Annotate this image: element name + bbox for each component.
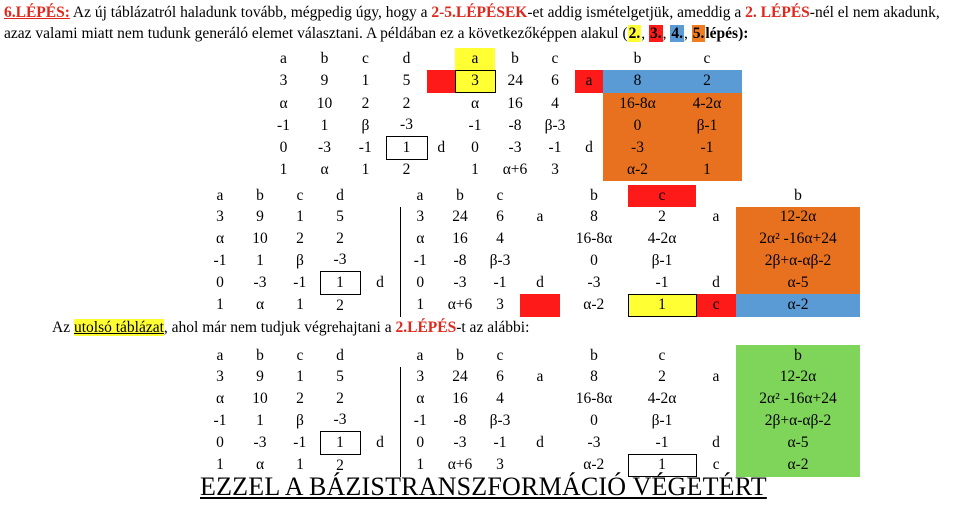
table-cell — [427, 48, 455, 70]
table-cell — [360, 185, 400, 207]
table-cell: 12-2α — [736, 367, 860, 389]
table-cell: a — [536, 208, 544, 226]
table-cell: 1 — [256, 411, 264, 429]
table-cell: d — [336, 186, 344, 204]
table-cell: 10 — [252, 389, 268, 407]
table-cell: c — [703, 50, 711, 67]
table-cell — [696, 410, 736, 432]
table-cell: 4-2α — [672, 93, 742, 115]
table-cell: 2 — [361, 94, 370, 112]
table-cell: 2 — [336, 229, 344, 247]
table-cell: 0 — [471, 138, 479, 156]
table-cell — [360, 410, 400, 432]
table-row — [263, 93, 742, 115]
table-cell: β-1 — [672, 115, 742, 137]
table-cell — [360, 388, 400, 410]
final-table-note — [52, 318, 529, 338]
table-cell — [360, 228, 400, 250]
table-cell — [360, 294, 400, 317]
table-cell: a — [280, 50, 287, 67]
table-cell: 1 — [216, 296, 224, 314]
table-cell: 2 — [296, 229, 304, 247]
table-cell: c — [551, 50, 559, 67]
table-cell: -1 — [277, 116, 290, 134]
table-row — [263, 115, 742, 137]
table-cell: 0 — [400, 432, 440, 455]
table-cell: α-5 — [736, 272, 860, 295]
table-cell — [360, 345, 400, 367]
table-cell: 6 — [496, 208, 504, 226]
table-cell: 2α² -16α+24 — [736, 388, 860, 410]
table-cell: 2 — [336, 456, 344, 474]
table-cell — [520, 250, 560, 272]
table-header-row — [263, 48, 742, 70]
table-cell: -1 — [468, 116, 482, 134]
table-cell: -1 — [213, 251, 227, 269]
table-cell — [520, 228, 560, 250]
table-cell — [575, 115, 603, 137]
table-cell — [360, 367, 400, 389]
table-cell: -1 — [655, 273, 669, 291]
table-cell: β-3 — [489, 251, 511, 269]
table-cell: c — [296, 186, 304, 204]
pivot-cell: 1 — [628, 454, 696, 477]
table-cell: 9 — [320, 72, 329, 90]
table-cell: α — [320, 161, 329, 178]
table-row — [200, 367, 860, 389]
table-cell: d — [336, 346, 344, 364]
table-cell — [696, 228, 736, 250]
table-cell: 3 — [279, 72, 288, 90]
table-row — [200, 250, 860, 272]
conclusion-heading: EZZEL A BÁZISTRANSZFORMÁCIÓ VÉGETÉRT — [200, 472, 767, 501]
note-step-ref: 2.LÉPÉS — [395, 319, 457, 336]
table-cell: 1 — [361, 161, 370, 178]
table-cell: -1 — [548, 138, 562, 156]
table-cell: b — [456, 346, 464, 364]
note-highlight: utolsó táblázat — [73, 319, 164, 336]
table-cell: 4-2α — [647, 389, 677, 407]
table-cell: b — [256, 186, 264, 204]
table-cell: 3 — [496, 296, 504, 314]
table-cell: β-1 — [651, 411, 673, 429]
table-cell: 0 — [603, 115, 672, 137]
intro-text: Az új táblázatról haladunk tovább, mégpedig úgy, hogy a — [69, 4, 432, 21]
table-row — [200, 272, 860, 295]
table-cell: 1 — [400, 454, 440, 477]
table-cell: β-3 — [544, 116, 566, 134]
table-cell: α — [279, 94, 288, 112]
pivot-cell: 1 — [628, 294, 696, 317]
pivot-cell: 3 — [455, 70, 495, 93]
table-row — [263, 137, 742, 160]
table-cell — [360, 207, 400, 229]
table-cell: 10 — [252, 229, 268, 247]
table-cell: -3 — [453, 433, 467, 451]
table-cell: -1 — [493, 273, 507, 291]
intro-text: -et addig ismételgetjük, ameddig a — [527, 4, 746, 21]
table-cell: 2 — [402, 94, 411, 112]
table-cell: β — [296, 411, 304, 429]
intro-separator: , — [684, 25, 692, 42]
table-cell: b — [320, 50, 329, 67]
table-cell: -1 — [400, 250, 440, 272]
table-cell — [427, 159, 455, 181]
table-cell — [696, 388, 736, 410]
note-text: Az — [52, 319, 74, 336]
table-cell: 1 — [361, 72, 370, 90]
table-cell: 24 — [507, 72, 523, 90]
table-cell — [575, 159, 603, 181]
table-cell: 16-8α — [575, 389, 613, 407]
intro-text: lépés): — [705, 25, 749, 42]
table-cell: b — [794, 186, 802, 204]
table-cell: α+6 — [502, 161, 528, 178]
table-cell: 0 — [279, 138, 288, 156]
table-cell: c — [496, 186, 504, 204]
table-cell: 2 — [658, 208, 666, 226]
table-cell: b — [633, 50, 642, 67]
intro-paragraph — [4, 2, 956, 44]
table-cell: d — [536, 433, 544, 451]
table-row — [263, 159, 742, 181]
table-cell: 1 — [279, 161, 288, 178]
table-cell: α — [400, 388, 440, 410]
table-cell — [520, 185, 560, 207]
table-cell: β — [296, 251, 304, 269]
table-cell: 4-2α — [647, 229, 677, 247]
table-row — [263, 70, 742, 93]
table-cell: 8 — [590, 368, 598, 386]
table-cell: b — [590, 346, 598, 364]
table-cell: 2 — [336, 296, 344, 314]
table-cell: -1 — [293, 273, 307, 291]
step-4-marker: 4. — [671, 25, 683, 42]
table-cell: -8 — [508, 116, 522, 134]
note-text: -t az alábbi: — [456, 319, 530, 336]
table-cell: α — [255, 456, 265, 474]
table-cell: b — [256, 346, 264, 364]
table-cell — [520, 294, 560, 317]
table-cell: α — [215, 229, 225, 247]
table-cell: 5 — [336, 368, 344, 386]
tableau-2 — [200, 185, 860, 317]
table-cell: 1 — [296, 456, 304, 474]
table-cell: 16-8α — [575, 229, 613, 247]
table-cell: α-2 — [603, 159, 672, 181]
table-cell: -3 — [253, 433, 267, 451]
table-row — [200, 207, 860, 229]
table-cell: 2 — [658, 368, 666, 386]
table-cell: α-2 — [583, 296, 605, 314]
table-cell: c — [496, 346, 504, 364]
pivot-cell: 1 — [320, 432, 360, 455]
table-cell: 16 — [452, 389, 468, 407]
table-cell: c — [628, 185, 696, 207]
table-cell: a — [455, 48, 495, 70]
table-cell: α-2 — [736, 454, 860, 477]
intro-separator: , — [641, 25, 649, 42]
table-cell: α+6 — [447, 456, 473, 474]
table-cell: 2β+α-αβ-2 — [736, 410, 860, 432]
table-cell: 2α² -16α+24 — [736, 228, 860, 250]
step-label: 6.LÉPÉS: — [4, 4, 70, 21]
intro-text: -nél el nem akadunk, azaz valami miatt nem tudunk generáló elemet választani. A példában ez a következőképpen alakul ( — [4, 4, 940, 42]
table-cell — [520, 345, 560, 367]
step-5-marker: 5. — [692, 25, 705, 42]
table-cell: 2 — [402, 161, 411, 179]
table-cell: -3 — [333, 411, 347, 429]
table-header-row — [200, 345, 860, 367]
table-cell: α — [400, 228, 440, 250]
table-cell: a — [712, 368, 720, 386]
table-cell: 1 — [400, 294, 440, 317]
table-cell: d — [712, 433, 720, 451]
table-cell: 3 — [496, 456, 504, 474]
table-cell: 1 — [296, 368, 304, 386]
table-cell: 3 — [551, 161, 559, 178]
intro-step2-ref: 2. LÉPÉS — [745, 4, 810, 21]
table-cell: 2 — [672, 70, 742, 93]
table-cell: a — [216, 346, 224, 364]
table-cell: 1 — [296, 208, 304, 226]
tableau-final — [200, 345, 860, 477]
table-cell — [696, 250, 736, 272]
table-cell: 16-8α — [603, 93, 672, 115]
table-cell — [520, 410, 560, 432]
table-cell: 16 — [507, 94, 523, 112]
table-cell: 24 — [452, 368, 468, 386]
table-cell: d — [585, 138, 593, 156]
table-cell: β-1 — [651, 251, 673, 269]
table-cell: c — [658, 346, 666, 364]
table-cell: 2β+α-αβ-2 — [736, 250, 860, 272]
table-cell: -1 — [293, 433, 307, 451]
table-cell: d — [437, 138, 446, 156]
table-cell: c — [296, 346, 304, 364]
table-row — [200, 432, 860, 455]
table-cell — [575, 93, 603, 115]
table-cell: -8 — [453, 251, 467, 269]
table-cell: 10 — [316, 94, 333, 112]
table-cell: 1 — [672, 159, 742, 181]
table-cell: 3 — [216, 368, 224, 386]
table-cell: 1 — [471, 161, 479, 178]
table-cell: 4 — [496, 389, 504, 407]
table-cell: -3 — [587, 433, 601, 451]
table-cell: b — [736, 345, 860, 367]
table-cell: β-3 — [489, 411, 511, 429]
table-cell: 0 — [400, 272, 440, 295]
table-cell: -1 — [400, 410, 440, 432]
table-cell: a — [216, 186, 224, 204]
table-cell: 1 — [296, 296, 304, 314]
intro-separator: , — [662, 25, 671, 42]
table-cell: -3 — [333, 251, 347, 269]
table-cell: d — [712, 273, 720, 291]
table-cell — [427, 70, 455, 93]
table-cell: c — [362, 50, 369, 67]
table-cell: α-2 — [583, 456, 605, 474]
table-cell: b — [456, 186, 464, 204]
table-cell: -8 — [453, 411, 467, 429]
table-cell: 24 — [452, 208, 468, 226]
table-cell: 4 — [496, 229, 504, 247]
table-cell: d — [536, 273, 544, 291]
pivot-cell: 1 — [320, 272, 360, 295]
table-row — [200, 410, 860, 432]
table-cell: d — [376, 273, 384, 291]
table-cell: d — [402, 50, 411, 67]
table-cell: 4 — [551, 94, 559, 112]
table-cell: -1 — [655, 433, 669, 451]
tableau-1 — [263, 48, 743, 181]
table-cell: b — [511, 50, 519, 67]
table-cell: 8 — [590, 208, 598, 226]
table-row — [200, 228, 860, 250]
table-cell: 0 — [216, 433, 224, 451]
table-cell: b — [590, 186, 598, 204]
table-cell — [360, 250, 400, 272]
table-cell: 3 — [400, 367, 440, 389]
table-cell: α — [470, 94, 480, 112]
table-cell: 9 — [256, 368, 264, 386]
table-cell: 5 — [336, 208, 344, 226]
table-cell — [696, 185, 736, 207]
table-cell: -3 — [508, 138, 522, 156]
table-cell: α — [255, 296, 265, 314]
table-cell: 16 — [452, 229, 468, 247]
table-cell: a — [712, 208, 720, 226]
table-cell: 5 — [402, 72, 411, 90]
table-cell: c — [696, 294, 736, 317]
table-cell — [696, 345, 736, 367]
table-cell: -1 — [493, 433, 507, 451]
table-cell: 12-2α — [736, 207, 860, 229]
table-cell: -3 — [603, 137, 672, 160]
table-cell: -3 — [587, 273, 601, 291]
table-cell — [575, 48, 603, 70]
table-row — [200, 294, 860, 317]
table-cell: 1 — [216, 456, 224, 474]
table-cell: 0 — [590, 411, 598, 429]
pivot-cell: 1 — [386, 137, 427, 160]
table-cell: 2 — [336, 389, 344, 407]
table-cell: α-2 — [736, 294, 860, 317]
table-cell — [427, 93, 455, 115]
table-cell: a — [416, 346, 424, 364]
table-cell: a — [416, 186, 424, 204]
table-cell: 3 — [400, 207, 440, 229]
table-cell: -3 — [453, 273, 467, 291]
table-cell: 6 — [551, 72, 559, 90]
table-cell: 0 — [590, 251, 598, 269]
table-cell: 8 — [603, 70, 672, 93]
table-cell: c — [712, 456, 720, 474]
table-cell: 0 — [216, 273, 224, 291]
table-cell: -1 — [213, 411, 227, 429]
table-cell: 3 — [216, 208, 224, 226]
table-cell: 9 — [256, 208, 264, 226]
table-cell: 1 — [320, 116, 329, 134]
step-3-marker: 3. — [650, 25, 662, 42]
table-cell: -3 — [400, 116, 413, 134]
table-cell: a — [536, 368, 544, 386]
table-cell: 2 — [296, 389, 304, 407]
table-cell: -3 — [318, 138, 331, 156]
table-cell: -1 — [672, 137, 742, 160]
step-2-marker: 2. — [628, 25, 641, 42]
table-cell: β — [361, 116, 370, 134]
table-cell: 1 — [256, 251, 264, 269]
table-cell: a — [575, 70, 603, 93]
table-row — [200, 388, 860, 410]
table-cell: α — [215, 389, 225, 407]
table-cell: -3 — [253, 273, 267, 291]
table-cell: α-5 — [736, 432, 860, 455]
table-cell: α+6 — [447, 296, 473, 314]
table-header-row — [200, 185, 860, 207]
table-cell — [427, 115, 455, 137]
table-cell: 6 — [496, 368, 504, 386]
table-cell: -1 — [358, 138, 372, 156]
note-text: , ahol már nem tudjuk végrehajtani a — [163, 319, 396, 336]
table-cell: d — [376, 433, 384, 451]
table-cell — [520, 388, 560, 410]
intro-steps-ref: 2-5.LÉPÉSEK — [431, 4, 528, 21]
